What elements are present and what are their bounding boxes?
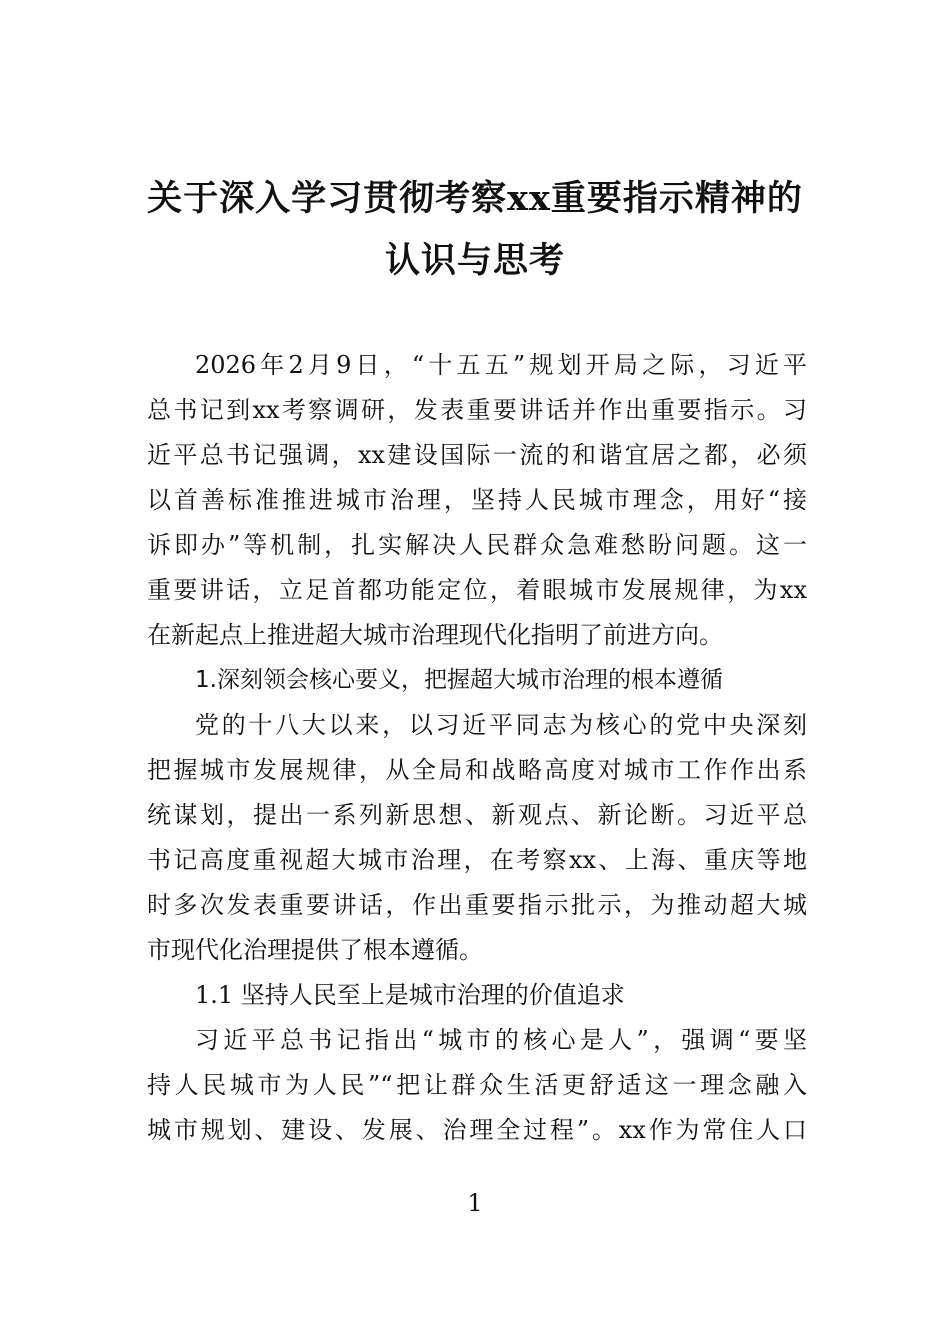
body-line: 以首善标准推进城市治理，坚持人民城市理念，用好“接 xyxy=(147,486,807,514)
document-title xyxy=(110,168,840,292)
title-line-1: 关于深入学习贯彻考察xx重要指示精神的 xyxy=(147,178,803,219)
body-line: 书记高度重视超大城市治理，在考察xx、上海、重庆等地 xyxy=(147,846,807,874)
body-line: 时多次发表重要讲话，作出重要指示批示，为推动超大城 xyxy=(147,891,807,919)
body-line: 城市规划、建设、发展、治理全过程”。xx作为常住人口 xyxy=(147,1116,807,1144)
body-line: 党的十八大以来，以习近平同志为核心的党中央深刻 xyxy=(195,711,807,739)
body-line: 总书记到xx考察调研，发表重要讲话并作出重要指示。习 xyxy=(147,396,807,424)
body-line: 在新起点上推进超大城市治理现代化指明了前进方向。 xyxy=(147,621,723,649)
body-line: 统谋划，提出一系列新思想、新观点、新论断。习近平总 xyxy=(147,801,807,829)
subsection-heading-1-1: 1.1 坚持人民至上是城市治理的价值追求 xyxy=(195,981,625,1009)
title-line-2: 认识与思考 xyxy=(384,240,565,281)
page-number: 1 xyxy=(467,1189,483,1217)
body-line: 2026年2月9日，“十五五”规划开局之际，习近平 xyxy=(195,351,807,379)
body-line: 近平总书记强调，xx建设国际一流的和谐宜居之都，必须 xyxy=(147,441,807,469)
section-heading-1: 1.深刻领会核心要义，把握超大城市治理的根本遵循 xyxy=(195,667,723,693)
body-line: 市现代化治理提供了根本遵循。 xyxy=(147,936,483,964)
body-line: 诉即办”等机制，扎实解决人民群众急难愁盼问题。这一 xyxy=(147,531,807,559)
body-line: 重要讲话，立足首都功能定位，着眼城市发展规律，为xx xyxy=(147,576,807,604)
body-line: 持人民城市为人民”“把让群众生活更舒适这一理念融入 xyxy=(147,1071,807,1099)
body-line: 把握城市发展规律，从全局和战略高度对城市工作作出系 xyxy=(147,756,807,784)
body-line: 习近平总书记指出“城市的核心是人”，强调“要坚 xyxy=(195,1026,807,1054)
